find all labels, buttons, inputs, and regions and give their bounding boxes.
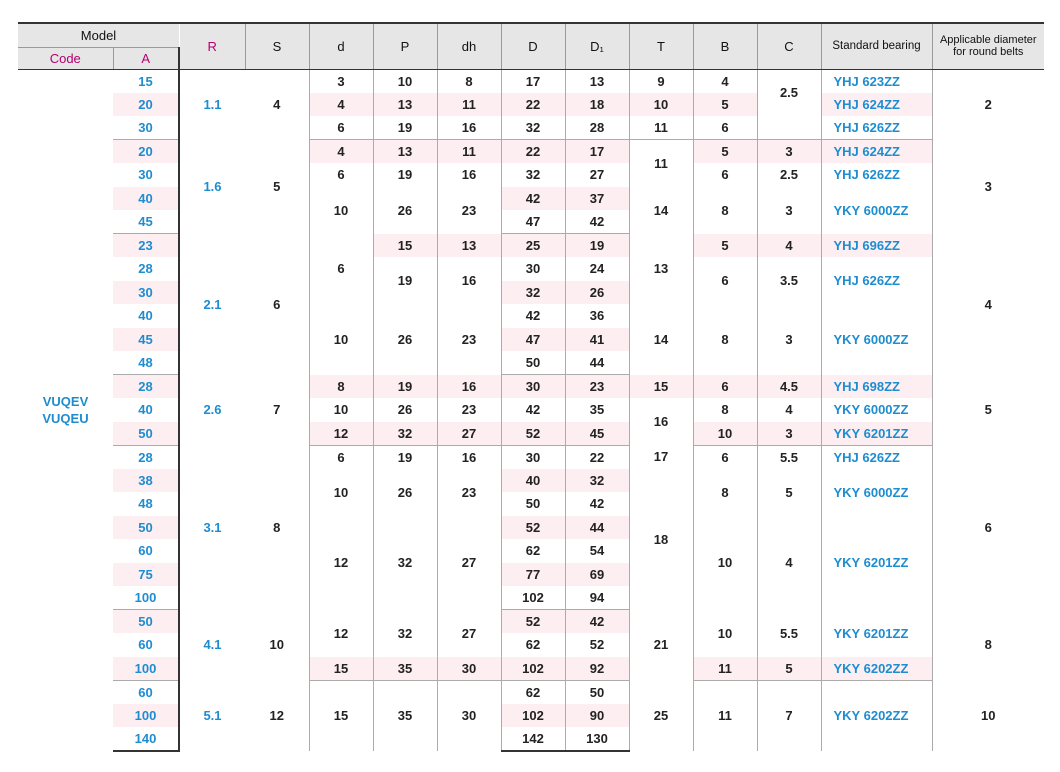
round-belt-cell: 4 xyxy=(932,234,1044,375)
d1-value-cell: 27 xyxy=(565,163,629,187)
dh-value-cell: 30 xyxy=(437,657,501,681)
r-value-cell: 4.1 xyxy=(179,610,245,681)
a-value-cell: 100 xyxy=(113,657,179,681)
t-value-cell: 11 xyxy=(629,140,693,187)
a-header: A xyxy=(113,47,179,69)
a-value-cell: 28 xyxy=(113,375,179,399)
d-value-cell: 10 xyxy=(309,304,373,375)
p-value-cell: 32 xyxy=(373,516,437,610)
a-value-cell: 48 xyxy=(113,492,179,516)
applicable-diameter-header: Applicable diameter for round belts xyxy=(932,23,1044,69)
round-belt-cell: 3 xyxy=(932,140,1044,234)
p-value-cell: 19 xyxy=(373,163,437,187)
c-value-cell xyxy=(757,116,821,140)
big-d-value-cell: 47 xyxy=(501,328,565,352)
d-value-cell: 12 xyxy=(309,610,373,657)
a-value-cell: 20 xyxy=(113,93,179,117)
d-value-cell: 8 xyxy=(309,375,373,399)
s-value-cell: 5 xyxy=(245,140,309,234)
a-value-cell: 50 xyxy=(113,422,179,446)
table-row xyxy=(18,163,1044,187)
a-value-cell: 48 xyxy=(113,351,179,375)
a-value-cell: 60 xyxy=(113,633,179,657)
c-value-cell: 5 xyxy=(757,469,821,516)
bearing-cell: YHJ 624ZZ xyxy=(821,140,932,164)
p-value-cell: 15 xyxy=(373,234,437,258)
s-value-cell: 4 xyxy=(245,69,309,140)
b-value-cell: 8 xyxy=(693,398,757,422)
d-value-cell: 15 xyxy=(309,680,373,751)
bearing-cell: YHJ 696ZZ xyxy=(821,234,932,258)
d1-value-cell: 54 xyxy=(565,539,629,563)
dh-value-cell: 8 xyxy=(437,69,501,93)
d1-value-cell: 19 xyxy=(565,234,629,258)
c-value-cell: 2.5 xyxy=(757,69,821,116)
a-value-cell: 60 xyxy=(113,680,179,704)
p-value-cell: 26 xyxy=(373,398,437,422)
big-d-value-cell: 50 xyxy=(501,492,565,516)
d-value-cell: 4 xyxy=(309,140,373,164)
a-value-cell: 100 xyxy=(113,704,179,728)
a-value-cell: 40 xyxy=(113,304,179,328)
d1-value-cell: 42 xyxy=(565,610,629,634)
a-value-cell: 50 xyxy=(113,610,179,634)
c-value-cell: 4 xyxy=(757,234,821,258)
t-value-cell: 25 xyxy=(629,680,693,751)
p-value-cell: 19 xyxy=(373,116,437,140)
d1-value-cell: 42 xyxy=(565,210,629,234)
big-d-value-cell: 42 xyxy=(501,304,565,328)
bearing-cell: YKY 6202ZZ xyxy=(821,657,932,681)
big-d-value-cell: 47 xyxy=(501,210,565,234)
a-value-cell: 20 xyxy=(113,140,179,164)
d1-value-cell: 28 xyxy=(565,116,629,140)
model-code-cell xyxy=(18,69,113,751)
c-value-cell: 5 xyxy=(757,657,821,681)
d1-value-cell: 69 xyxy=(565,563,629,587)
bearing-cell: YKY 6201ZZ xyxy=(821,422,932,446)
d1-value-cell: 94 xyxy=(565,586,629,610)
a-value-cell: 28 xyxy=(113,445,179,469)
b-value-cell: 8 xyxy=(693,187,757,234)
d1-value-cell: 92 xyxy=(565,657,629,681)
c-value-cell: 3 xyxy=(757,140,821,164)
b-value-cell: 11 xyxy=(693,657,757,681)
d1-value-cell: 32 xyxy=(565,469,629,493)
dh-value-cell: 23 xyxy=(437,304,501,375)
dh-value-cell: 16 xyxy=(437,445,501,469)
d-header: d xyxy=(309,23,373,69)
big-d-value-cell: 22 xyxy=(501,93,565,117)
dh-value-cell: 23 xyxy=(437,398,501,422)
t-value-cell: 21 xyxy=(629,610,693,681)
round-belt-cell: 10 xyxy=(932,680,1044,751)
dh-value-cell: 11 xyxy=(437,140,501,164)
c-value-cell: 4 xyxy=(757,516,821,610)
d-value-cell: 6 xyxy=(309,445,373,469)
dh-value-cell: 13 xyxy=(437,234,501,258)
p-value-cell: 10 xyxy=(373,69,437,93)
p-value-cell: 32 xyxy=(373,422,437,446)
a-value-cell: 75 xyxy=(113,563,179,587)
a-value-cell: 15 xyxy=(113,69,179,93)
c-header: C xyxy=(757,23,821,69)
b-value-cell: 6 xyxy=(693,116,757,140)
t-value-cell: 13 xyxy=(629,234,693,305)
a-value-cell: 40 xyxy=(113,187,179,211)
p-value-cell: 35 xyxy=(373,680,437,751)
table-row xyxy=(18,445,1044,469)
b-value-cell: 8 xyxy=(693,304,757,375)
d1-value-cell: 41 xyxy=(565,328,629,352)
model-code: VUQEV xyxy=(42,394,89,409)
table-row xyxy=(18,69,1044,93)
big-d-value-cell: 32 xyxy=(501,116,565,140)
b-value-cell: 11 xyxy=(693,680,757,751)
d1-value-cell: 13 xyxy=(565,69,629,93)
s-value-cell: 8 xyxy=(245,445,309,610)
r-value-cell: 2.1 xyxy=(179,234,245,375)
t-header: T xyxy=(629,23,693,69)
a-value-cell: 23 xyxy=(113,234,179,258)
t-value-cell: 10 xyxy=(629,93,693,117)
p-value-cell: 35 xyxy=(373,657,437,681)
dh-value-cell: 30 xyxy=(437,680,501,751)
d1-value-cell: 22 xyxy=(565,445,629,469)
table-row xyxy=(18,610,1044,634)
d1-value-cell: 50 xyxy=(565,680,629,704)
d-value-cell: 12 xyxy=(309,516,373,610)
c-value-cell: 3 xyxy=(757,187,821,234)
table-row xyxy=(18,422,1044,446)
r-value-cell: 3.1 xyxy=(179,445,245,610)
d1-value-cell: 36 xyxy=(565,304,629,328)
p-value-cell: 32 xyxy=(373,610,437,657)
dh-value-cell: 16 xyxy=(437,375,501,399)
model-header: Model xyxy=(18,23,179,47)
d1-value-cell: 130 xyxy=(565,727,629,751)
big-d-value-cell: 62 xyxy=(501,680,565,704)
big-d-value-cell: 17 xyxy=(501,69,565,93)
t-value-cell: 14 xyxy=(629,304,693,375)
bearing-cell: YHJ 626ZZ xyxy=(821,116,932,140)
a-value-cell: 30 xyxy=(113,116,179,140)
d-value-cell: 3 xyxy=(309,69,373,93)
a-value-cell: 28 xyxy=(113,257,179,281)
table-row xyxy=(18,257,1044,281)
r-header: R xyxy=(179,23,245,69)
a-value-cell: 38 xyxy=(113,469,179,493)
b-value-cell: 6 xyxy=(693,375,757,399)
table-row xyxy=(18,140,1044,164)
p-value-cell: 26 xyxy=(373,469,437,516)
d-value-cell: 10 xyxy=(309,469,373,516)
table-row xyxy=(18,680,1044,704)
b-value-cell: 6 xyxy=(693,445,757,469)
table-row xyxy=(18,187,1044,211)
bearing-cell: YKY 6000ZZ xyxy=(821,187,932,234)
big-d-value-cell: 32 xyxy=(501,281,565,305)
dh-value-cell: 23 xyxy=(437,469,501,516)
big-d-header: D xyxy=(501,23,565,69)
b-value-cell: 10 xyxy=(693,610,757,657)
dh-header: dh xyxy=(437,23,501,69)
d1-value-cell: 37 xyxy=(565,187,629,211)
bearing-cell: YHJ 698ZZ xyxy=(821,375,932,399)
big-d-value-cell: 142 xyxy=(501,727,565,751)
r-value-cell: 2.6 xyxy=(179,375,245,446)
table-row xyxy=(18,93,1044,117)
table-body xyxy=(18,69,1044,751)
c-value-cell: 3 xyxy=(757,304,821,375)
t-value-cell: 9 xyxy=(629,69,693,93)
d1-value-cell: 18 xyxy=(565,93,629,117)
d1-value-cell: 24 xyxy=(565,257,629,281)
round-belt-cell: 2 xyxy=(932,69,1044,140)
table-row xyxy=(18,375,1044,399)
bearing-cell: YHJ 626ZZ xyxy=(821,163,932,187)
c-value-cell: 4.5 xyxy=(757,375,821,399)
t-value-cell: 15 xyxy=(629,375,693,399)
big-d-value-cell: 22 xyxy=(501,140,565,164)
a-value-cell: 40 xyxy=(113,398,179,422)
s-value-cell: 12 xyxy=(245,680,309,751)
bearing-cell: YKY 6201ZZ xyxy=(821,610,932,657)
a-value-cell: 100 xyxy=(113,586,179,610)
a-value-cell: 45 xyxy=(113,210,179,234)
d1-value-cell: 17 xyxy=(565,140,629,164)
r-value-cell: 1.6 xyxy=(179,140,245,234)
d-value-cell: 6 xyxy=(309,163,373,187)
a-value-cell: 60 xyxy=(113,539,179,563)
table-row xyxy=(18,469,1044,493)
s-value-cell: 10 xyxy=(245,610,309,681)
big-d-value-cell: 62 xyxy=(501,539,565,563)
t-value-cell: 16 xyxy=(629,398,693,445)
specification-table xyxy=(18,22,1044,752)
c-value-cell: 3 xyxy=(757,422,821,446)
dh-value-cell: 16 xyxy=(437,163,501,187)
b-header: B xyxy=(693,23,757,69)
c-value-cell: 5.5 xyxy=(757,445,821,469)
s-header: S xyxy=(245,23,309,69)
big-d-value-cell: 77 xyxy=(501,563,565,587)
bearing-cell: YHJ 624ZZ xyxy=(821,93,932,117)
dh-value-cell: 27 xyxy=(437,422,501,446)
big-d-value-cell: 42 xyxy=(501,187,565,211)
bearing-cell: YHJ 623ZZ xyxy=(821,69,932,93)
dh-value-cell: 23 xyxy=(437,187,501,234)
b-value-cell: 6 xyxy=(693,257,757,304)
p-value-cell: 26 xyxy=(373,187,437,234)
round-belt-cell: 8 xyxy=(932,610,1044,681)
dh-value-cell: 11 xyxy=(437,93,501,117)
b-value-cell: 4 xyxy=(693,69,757,93)
big-d-value-cell: 40 xyxy=(501,469,565,493)
d1-value-cell: 26 xyxy=(565,281,629,305)
c-value-cell: 5.5 xyxy=(757,610,821,657)
b-value-cell: 5 xyxy=(693,93,757,117)
code-header: Code xyxy=(18,47,113,69)
big-d-value-cell: 30 xyxy=(501,375,565,399)
big-d-value-cell: 30 xyxy=(501,445,565,469)
d-value-cell: 10 xyxy=(309,398,373,422)
d-value-cell: 10 xyxy=(309,187,373,234)
big-d-value-cell: 52 xyxy=(501,422,565,446)
p-value-cell: 13 xyxy=(373,93,437,117)
round-belt-cell: 6 xyxy=(932,445,1044,610)
d-value-cell: 15 xyxy=(309,657,373,681)
d1-value-cell: 90 xyxy=(565,704,629,728)
big-d-value-cell: 50 xyxy=(501,351,565,375)
d-value-cell: 12 xyxy=(309,422,373,446)
d1-header: D₁ xyxy=(565,23,629,69)
p-header: P xyxy=(373,23,437,69)
s-value-cell: 6 xyxy=(245,234,309,375)
table-row xyxy=(18,398,1044,422)
dh-value-cell: 16 xyxy=(437,116,501,140)
p-value-cell: 13 xyxy=(373,140,437,164)
d1-value-cell: 42 xyxy=(565,492,629,516)
big-d-value-cell: 30 xyxy=(501,257,565,281)
p-value-cell: 19 xyxy=(373,375,437,399)
a-value-cell: 50 xyxy=(113,516,179,540)
bearing-cell: YKY 6201ZZ xyxy=(821,516,932,610)
big-d-value-cell: 102 xyxy=(501,704,565,728)
r-value-cell: 5.1 xyxy=(179,680,245,751)
d-value-cell: 6 xyxy=(309,234,373,305)
d1-value-cell: 45 xyxy=(565,422,629,446)
a-value-cell: 30 xyxy=(113,281,179,305)
standard-bearing-header: Standard bearing xyxy=(821,23,932,69)
b-value-cell: 8 xyxy=(693,469,757,516)
a-value-cell: 45 xyxy=(113,328,179,352)
bearing-cell: YKY 6000ZZ xyxy=(821,304,932,375)
b-value-cell: 6 xyxy=(693,163,757,187)
c-value-cell: 2.5 xyxy=(757,163,821,187)
d-value-cell: 6 xyxy=(309,116,373,140)
big-d-value-cell: 32 xyxy=(501,163,565,187)
dh-value-cell: 27 xyxy=(437,610,501,657)
p-value-cell: 26 xyxy=(373,304,437,375)
table-row xyxy=(18,657,1044,681)
c-value-cell: 4 xyxy=(757,398,821,422)
d1-value-cell: 52 xyxy=(565,633,629,657)
table-row xyxy=(18,516,1044,540)
c-value-cell: 7 xyxy=(757,680,821,751)
big-d-value-cell: 62 xyxy=(501,633,565,657)
t-value-cell: 18 xyxy=(629,469,693,610)
t-value-cell: 17 xyxy=(629,445,693,469)
s-value-cell: 7 xyxy=(245,375,309,446)
big-d-value-cell: 52 xyxy=(501,516,565,540)
d1-value-cell: 44 xyxy=(565,516,629,540)
r-value-cell: 1.1 xyxy=(179,69,245,140)
big-d-value-cell: 42 xyxy=(501,398,565,422)
bearing-cell: YHJ 626ZZ xyxy=(821,445,932,469)
p-value-cell: 19 xyxy=(373,445,437,469)
d1-value-cell: 44 xyxy=(565,351,629,375)
d1-value-cell: 35 xyxy=(565,398,629,422)
table-row xyxy=(18,234,1044,258)
t-value-cell: 11 xyxy=(629,116,693,140)
b-value-cell: 5 xyxy=(693,140,757,164)
d-value-cell: 4 xyxy=(309,93,373,117)
bearing-cell: YKY 6202ZZ xyxy=(821,680,932,751)
dh-value-cell: 16 xyxy=(437,257,501,304)
table-row xyxy=(18,116,1044,140)
bearing-cell: YKY 6000ZZ xyxy=(821,398,932,422)
bearing-cell: YKY 6000ZZ xyxy=(821,469,932,516)
bearing-cell: YHJ 626ZZ xyxy=(821,257,932,304)
round-belt-cell: 5 xyxy=(932,375,1044,446)
big-d-value-cell: 25 xyxy=(501,234,565,258)
big-d-value-cell: 102 xyxy=(501,657,565,681)
c-value-cell: 3.5 xyxy=(757,257,821,304)
table-row xyxy=(18,304,1044,328)
a-value-cell: 140 xyxy=(113,727,179,751)
big-d-value-cell: 52 xyxy=(501,610,565,634)
d1-value-cell: 23 xyxy=(565,375,629,399)
b-value-cell: 5 xyxy=(693,234,757,258)
t-value-cell: 14 xyxy=(629,187,693,234)
b-value-cell: 10 xyxy=(693,422,757,446)
dh-value-cell: 27 xyxy=(437,516,501,610)
b-value-cell: 10 xyxy=(693,516,757,610)
big-d-value-cell: 102 xyxy=(501,586,565,610)
model-code: VUQEU xyxy=(42,411,89,426)
p-value-cell: 19 xyxy=(373,257,437,304)
a-value-cell: 30 xyxy=(113,163,179,187)
